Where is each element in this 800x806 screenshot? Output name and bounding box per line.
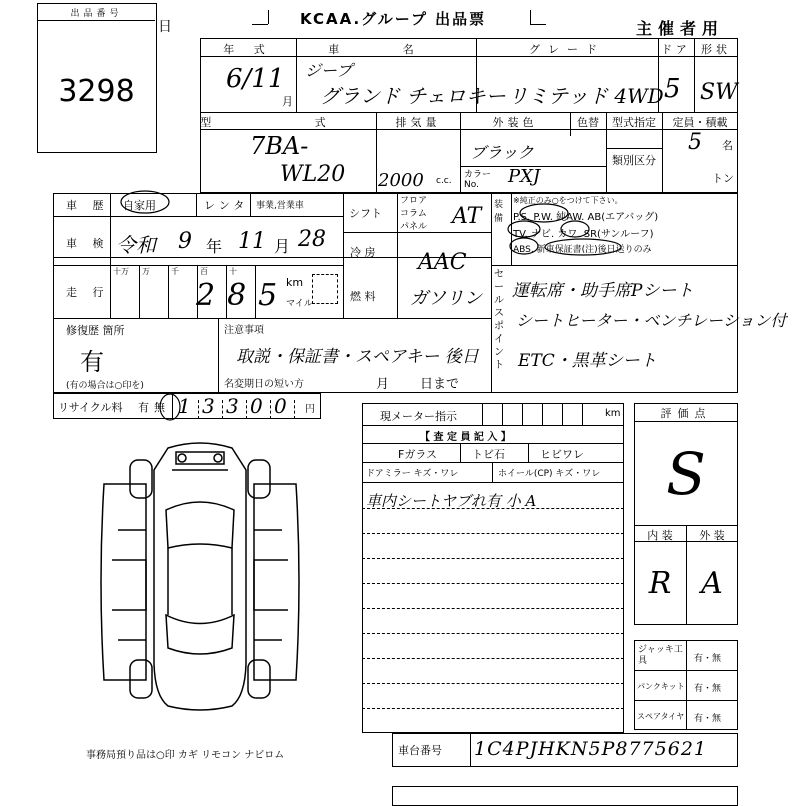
corner-mark — [252, 24, 268, 25]
jack-options: 有・無 — [694, 654, 722, 664]
repair-value: 有 — [80, 348, 104, 376]
recycle-unit: 円 — [305, 404, 315, 415]
recycle-digit: 1 — [178, 394, 191, 418]
mile-checkbox — [312, 274, 338, 304]
rating-score: S — [666, 440, 706, 508]
mirror-label: ドアミラー キズ・ワレ — [366, 469, 459, 479]
recycle-no: 無 — [154, 401, 165, 414]
recycle-digit: 3 — [226, 394, 239, 418]
displacement-label: 排気量 — [395, 116, 441, 129]
color-no-value: PXJ — [508, 166, 541, 187]
meter-cell-divider — [482, 403, 483, 425]
sales-point-line2: シートヒーター・ベンチレーション付 — [516, 311, 787, 330]
inspection-year: 9 — [178, 229, 192, 254]
shift-panel: パネル — [400, 222, 428, 232]
chassis-value: 1C4PJHKN5P8775621 — [474, 738, 707, 760]
meter-cell-divider — [522, 403, 523, 425]
glass-label: Fガラス — [398, 448, 437, 461]
lot-number-label: 出品番号 — [70, 9, 123, 19]
meter-cell-divider — [502, 403, 503, 425]
equipment-line1: P.S. P.W. 純AW. AB(エアバッグ) — [513, 212, 659, 223]
rating-label: 評価点 — [660, 407, 712, 420]
mileage-value: 285 — [196, 278, 290, 313]
inspector-comment: 車内シートヤブれ有 小 A — [366, 492, 537, 510]
mileage-unit-label: 百 — [200, 267, 208, 276]
inspection-year-char: 年 — [206, 237, 223, 256]
expiry-month: 月 — [376, 377, 390, 392]
spare-options: 有・無 — [694, 714, 722, 724]
equipment-note: ※純正のみ○をつけて下さい。 — [513, 196, 623, 205]
grade-value: リミテッド 4WD — [508, 84, 664, 108]
interior-score: R — [648, 566, 672, 601]
model-label: 型 式 — [200, 116, 376, 129]
spare-label: スペアタイヤ — [637, 712, 685, 721]
fuel-label: 燃 料 — [350, 290, 376, 303]
mileage-unit-label: 十万 — [113, 267, 129, 276]
recycle-digit: 0 — [274, 394, 287, 418]
shift-value: AT — [452, 204, 482, 229]
chip-label: トビ石 — [472, 448, 505, 461]
day-char: 日 — [158, 19, 172, 35]
meter-cell-divider — [582, 403, 583, 425]
ruled-line — [362, 583, 624, 584]
inspector-header: 【 査 定 員 記 入 】 — [420, 432, 511, 443]
recycle-yes: 有 — [138, 401, 149, 414]
recycle-digit-divider — [222, 400, 223, 419]
corner-mark — [530, 24, 546, 25]
shape-value: SW — [700, 80, 738, 105]
corner-mark — [530, 10, 531, 24]
ruled-line — [362, 658, 624, 659]
mileage-cell-divider — [139, 265, 140, 318]
repair-note: (有の場合は○印を) — [66, 381, 144, 391]
meter-cell-divider — [562, 403, 563, 425]
month-char: 月 — [282, 95, 293, 108]
ton-unit: トン — [712, 172, 734, 185]
organizer-label: 主催者用 — [636, 19, 725, 38]
meter-km: km — [605, 408, 621, 419]
exterior-color-value: ブラック — [470, 143, 534, 162]
sales-point-line3: ETC・黒革シート — [518, 351, 657, 371]
inspection-month-char: 月 — [274, 237, 291, 256]
bottom-box-partial — [392, 786, 738, 806]
meter-cell-divider — [542, 403, 543, 425]
shift-label: シフト — [349, 207, 382, 220]
meter-label: 現メーター指示 — [380, 410, 457, 423]
mileage-cell-divider — [110, 265, 111, 318]
displacement-value: 2000 — [378, 170, 424, 191]
name-label: 車 名 — [328, 43, 444, 56]
recycle-digit-divider — [294, 400, 295, 419]
history-business: 事業,営業車 — [256, 201, 304, 211]
capacity-value: 5 — [688, 130, 702, 155]
mileage-unit-label: 千 — [171, 267, 179, 276]
fuel-value: ガソリン — [410, 288, 482, 309]
type-spec-label: 型式指定 — [612, 116, 656, 129]
persons-unit: 名 — [722, 139, 733, 152]
office-note: 事務局預り品は○印 カギ リモコン ナビロム — [86, 750, 285, 761]
history-private: 自家用 — [123, 199, 156, 212]
mileage-unit-label: 十 — [229, 267, 237, 276]
model-value-2: WL20 — [280, 162, 346, 187]
puncture-options: 有・無 — [694, 684, 722, 694]
mileage-unit-label: 万 — [142, 267, 150, 276]
mileage-km: km — [286, 276, 304, 289]
color-no-label: カラーNo. — [464, 170, 492, 190]
repair-label: 修復歴 箇所 — [66, 324, 125, 337]
notes-label: 注意事項 — [224, 325, 264, 336]
crack-label: ヒビワレ — [540, 448, 584, 461]
grade-label: グレード — [529, 43, 605, 56]
interior-label: 内 装 — [647, 529, 673, 542]
inspection-day: 28 — [298, 227, 326, 252]
group-title: KCAA.グループ 出品票 — [300, 10, 487, 28]
cc-unit: c.c. — [436, 176, 452, 186]
exterior-color-label: 外装色 — [492, 116, 538, 129]
equipment-line3: ABS. 新車保証書(注)後日送りのみ — [513, 245, 652, 255]
model-value-1: 7BA- — [250, 132, 309, 160]
recycle-digit-divider — [270, 400, 271, 419]
expiry-day: 日まで — [420, 377, 460, 392]
wheel-label: ホイール(CP) キズ・ワレ — [498, 469, 601, 479]
inspection-era: 令和 — [116, 233, 156, 257]
mileage-mile: マイル — [286, 299, 313, 309]
shift-column: コラム — [400, 209, 427, 219]
aircon-value: AAC — [418, 250, 467, 275]
history-label: 車 歴 — [66, 199, 110, 212]
sales-point-line1: 運転席・助手席Pシート — [512, 281, 694, 301]
recycle-digit: 0 — [250, 394, 263, 418]
lot-number-box — [37, 3, 157, 153]
ruled-line — [362, 533, 624, 534]
mileage-label: 走 行 — [66, 286, 110, 299]
shape-label: 形状 — [701, 43, 731, 56]
shift-floor: フロア — [400, 196, 428, 206]
name-value-2: グランド チェロキー — [320, 84, 506, 108]
doors-value: 5 — [664, 74, 681, 104]
class-label: 類別区分 — [612, 154, 656, 167]
recycle-digit-divider — [198, 400, 199, 419]
ruled-line — [362, 558, 624, 559]
equipment-line2: TV. ナビ. カワ. SR(サンルーフ) — [513, 229, 654, 240]
inspection-label: 車 検 — [66, 237, 110, 250]
recycle-digit: 3 — [202, 394, 215, 418]
ruled-line — [362, 708, 624, 709]
capacity-label: 定員・積載 — [672, 116, 728, 129]
exterior-label: 外 装 — [699, 529, 725, 542]
jack-label: ジャッキ工具 — [638, 645, 683, 666]
year-label: 年 式 — [223, 43, 273, 56]
name-value-1: ジープ — [305, 61, 353, 80]
equipment-label: 装備 — [494, 200, 504, 224]
ruled-line — [362, 633, 624, 634]
doors-label: ドア — [661, 43, 691, 56]
year-value: 6/11 — [226, 64, 285, 94]
inspection-month: 11 — [238, 229, 266, 254]
expiry-label: 名変期日の短い方 — [224, 379, 304, 390]
sales-point-label: セールスポイント — [494, 269, 504, 371]
corner-mark — [268, 10, 269, 24]
history-rental: レンタ — [204, 199, 249, 212]
ruled-line — [362, 683, 624, 684]
recycle-digit-divider — [246, 400, 247, 419]
recycle-label: リサイクル料 — [58, 401, 123, 414]
notes-value: 取説・保証書・スペアキー 後日 — [236, 347, 479, 367]
mileage-cell-divider — [168, 265, 169, 318]
puncture-label: パンクキット — [637, 682, 685, 691]
ruled-line — [362, 608, 624, 609]
chassis-label: 車台番号 — [398, 744, 442, 757]
repaint-label: 色替 — [577, 116, 599, 129]
lot-number: 3298 — [58, 74, 135, 109]
aircon-label: 冷 房 — [350, 246, 376, 259]
exterior-score: A — [701, 566, 723, 601]
